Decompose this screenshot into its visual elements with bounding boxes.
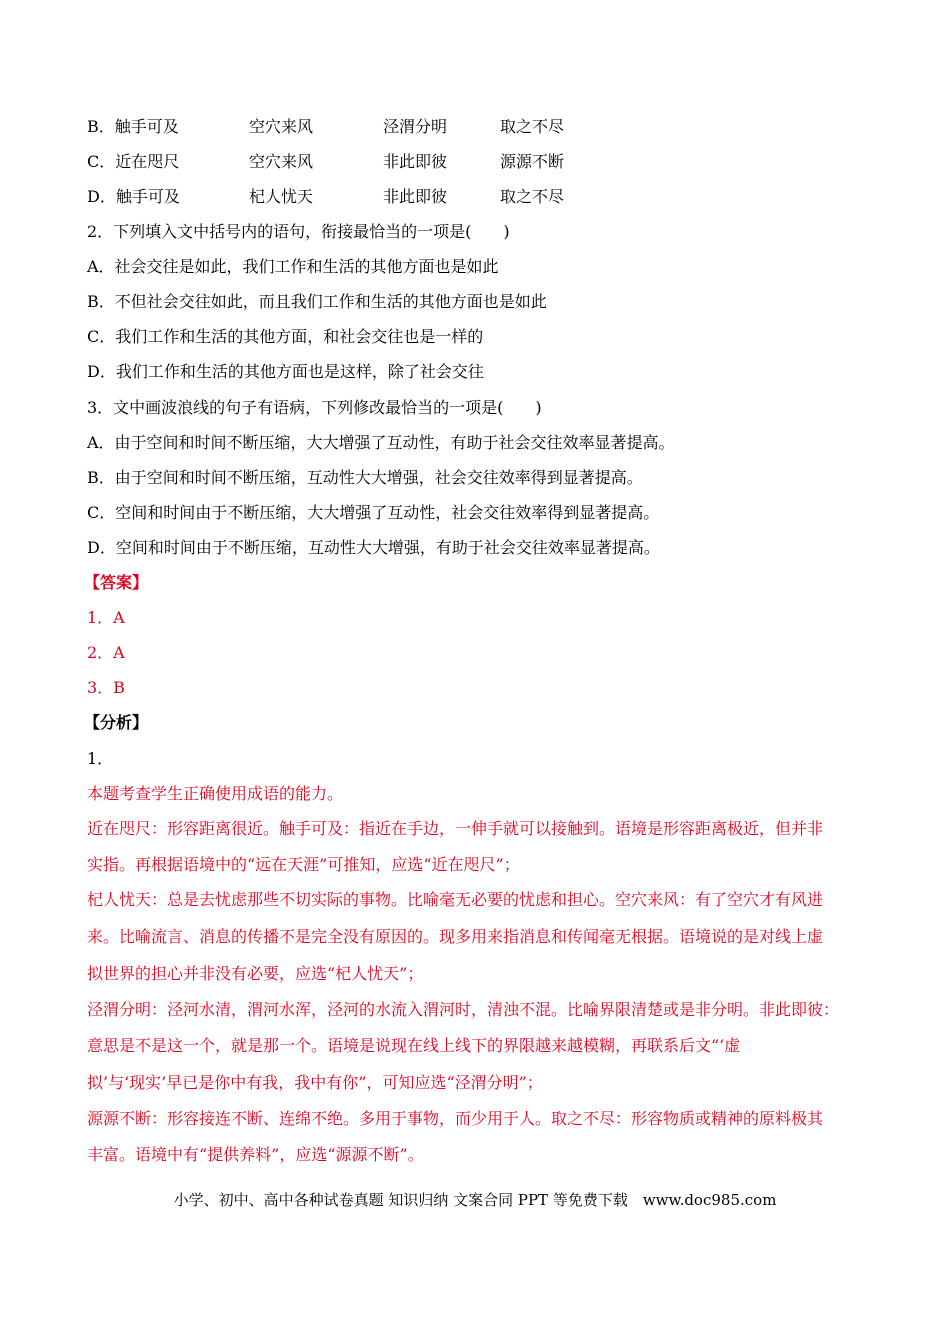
analysis-line: 源源不断：形容接连不断、连绵不绝。多用于事物，而少用于人。取之不尽：形容物质或精神的原料极其 (87, 1109, 824, 1128)
option-label: C．近在咫尺 (87, 152, 180, 171)
analysis-line: 丰富。语境中有“提供养料”，应选“源源不断”。 (87, 1145, 424, 1164)
analysis-line: 本题考查学生正确使用成语的能力。 (87, 784, 344, 803)
option-idiom-1: 空穴来风 (249, 152, 314, 171)
option-label: B．触手可及 (87, 117, 179, 136)
analysis-line: 来。比喻流言、消息的传播不是完全没有原因的。现多用来指消息和传闻毫无根据。语境说的是对线上虚 (87, 927, 824, 946)
option-idiom-2: 非此即彼 (383, 187, 448, 206)
analysis-line: 意思是不是这一个，就是那一个。语境是说现在线上线下的界限越来越模糊，再联系后文“‘虚 (87, 1036, 741, 1055)
q3-option-c: C．空间和时间由于不断压缩，大大增强了互动性，社会交往效率得到显著提高。 (87, 503, 660, 522)
q3-option-d: D．空间和时间由于不断压缩，互动性大大增强，有助于社会交往效率显著提高。 (87, 538, 660, 557)
option-idiom-1: 空穴来风 (249, 117, 314, 136)
analysis-line: 拟’与‘现实’早已是你中有我，我中有你”，可知应选“泾渭分明”； (87, 1073, 543, 1092)
option-label: D．触手可及 (87, 187, 180, 206)
analysis-line: 拟世界的担心并非没有必要，应选“杞人忧天”； (87, 964, 424, 983)
option-idiom-3: 源源不断 (500, 152, 565, 171)
option-idiom-2: 非此即彼 (383, 152, 448, 171)
answer-item-1: 1．A (87, 608, 125, 627)
q2-option-d: D．我们工作和生活的其他方面也是这样，除了社会交往 (87, 362, 484, 381)
analysis-line: 实指。再根据语境中的“远在天涯”可推知，应选“近在咫尺”； (87, 855, 520, 874)
analysis-line: 杞人忧天：总是去忧虑那些不切实际的事物。比喻毫无必要的忧虑和担心。空穴来风：有了空穴才有风进 (87, 890, 824, 909)
option-idiom-3: 取之不尽 (500, 187, 565, 206)
answer-item-2: 2．A (87, 643, 125, 662)
q2-option-c: C．我们工作和生活的其他方面，和社会交往也是一样的 (87, 327, 484, 346)
analysis-number: 1． (87, 749, 114, 768)
page-footer: 小学、初中、高中各种试卷真题 知识归纳 文案合同 PPT 等免费下载 www.doc985.com (173, 1191, 777, 1209)
q3-stem: 3．文中画波浪线的句子有语病，下列修改最恰当的一项是( ) (87, 398, 542, 417)
answer-heading: 【答案】 (84, 573, 149, 592)
option-idiom-2: 泾渭分明 (383, 117, 448, 136)
analysis-line: 近在咫尺：形容距离很近。触手可及：指近在手边，一伸手就可以接触到。语境是形容距离极近，但并非 (87, 819, 824, 838)
q3-option-b: B．由于空间和时间不断压缩，互动性大大增强，社会交往效率得到显著提高。 (87, 468, 643, 487)
analysis-line: 泾渭分明：泾河水清，渭河水浑，泾河的水流入渭河时，清浊不混。比喻界限清楚或是非分明。非此即彼： (87, 1000, 840, 1019)
option-idiom-3: 取之不尽 (500, 117, 565, 136)
q2-option-a: A．社会交往是如此，我们工作和生活的其他方面也是如此 (87, 257, 499, 276)
q2-stem: 2．下列填入文中括号内的语句，衔接最恰当的一项是( ) (87, 222, 510, 241)
answer-item-3: 3．B (87, 678, 125, 697)
option-idiom-1: 杞人忧天 (249, 187, 314, 206)
q3-option-a: A．由于空间和时间不断压缩，大大增强了互动性，有助于社会交往效率显著提高。 (87, 433, 675, 452)
analysis-heading: 【分析】 (84, 713, 149, 732)
q2-option-b: B．不但社会交往如此，而且我们工作和生活的其他方面也是如此 (87, 292, 547, 311)
